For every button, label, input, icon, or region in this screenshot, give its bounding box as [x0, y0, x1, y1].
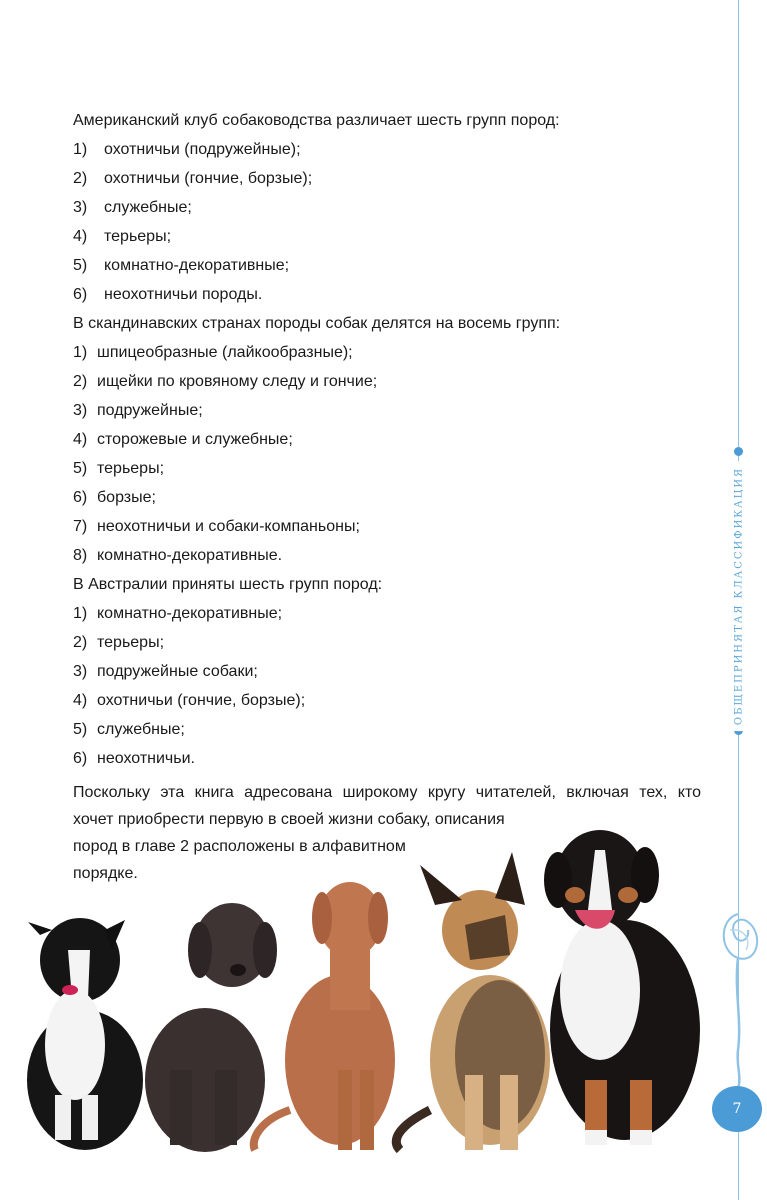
closing-line: порядке.: [73, 865, 138, 882]
scandinavia-list: [73, 338, 703, 570]
closing-line: хочет приобрести первую в своей жизни собаку, описания: [73, 811, 505, 828]
akc-list: [73, 135, 703, 309]
list-item: 3) подружейные;: [73, 402, 203, 419]
list-item: 7) неохотничьи и собаки-компаньоны;: [73, 518, 360, 535]
list-item: 4) охотничьи (гончие, борзые);: [73, 692, 306, 709]
akc-intro: Американский клуб собаководства различает шесть групп пород:: [73, 112, 560, 129]
list-item: 2) охотничьи (гончие, борзые);: [73, 170, 313, 187]
list-item: 5) комнатно-декоративные;: [73, 257, 290, 274]
australia-intro: В Австралии приняты шесть групп пород:: [73, 576, 383, 593]
australia-list: [73, 599, 703, 773]
dogs-photo: [0, 810, 730, 1155]
page-number: 7: [712, 1086, 762, 1132]
list-item: 3) подружейные собаки;: [73, 663, 258, 680]
list-item: 8) комнатно-декоративные.: [73, 547, 283, 564]
rule-dot: [734, 447, 743, 456]
list-item: 1) шпицеобразные (лайкообразные);: [73, 344, 353, 361]
list-item: 5) терьеры;: [73, 460, 165, 477]
list-item: 6) неохотничьи.: [73, 750, 195, 767]
list-item: 5) служебные;: [73, 721, 185, 738]
chapter-running-title: ОБЩЕПРИНЯТАЯ КЛАССИФИКАЦИЯ: [734, 461, 745, 731]
list-item: 4) сторожевые и служебные;: [73, 431, 293, 448]
list-item: 1) комнатно-декоративные;: [73, 605, 283, 622]
list-item: 3) служебные;: [73, 199, 192, 216]
list-item: 1) охотничьи (подружейные);: [73, 141, 301, 158]
german-shepherd-dog: [396, 852, 550, 1150]
bernese-mountain-dog: [544, 830, 700, 1145]
list-item: 6) борзые;: [73, 489, 156, 506]
list-item: 6) неохотничьи породы.: [73, 286, 263, 303]
closing-line: Поскольку эта книга адресована широкому кругу читателей, включая тех, кто: [73, 784, 701, 801]
border-collie-dog: [27, 918, 143, 1150]
chocolate-labrador-dog: [145, 903, 277, 1152]
main-text: [73, 106, 703, 887]
closing-line: пород в главе 2 расположены в алфавитном: [73, 838, 406, 855]
list-item: 2) ищейки по кровяному следу и гончие;: [73, 373, 378, 390]
list-item: 2) терьеры;: [73, 634, 165, 651]
vizsla-dog: [254, 882, 395, 1150]
list-item: 4) терьеры;: [73, 228, 172, 245]
scandinavia-intro: В скандинавских странах породы собак делятся на восемь групп:: [73, 315, 561, 332]
